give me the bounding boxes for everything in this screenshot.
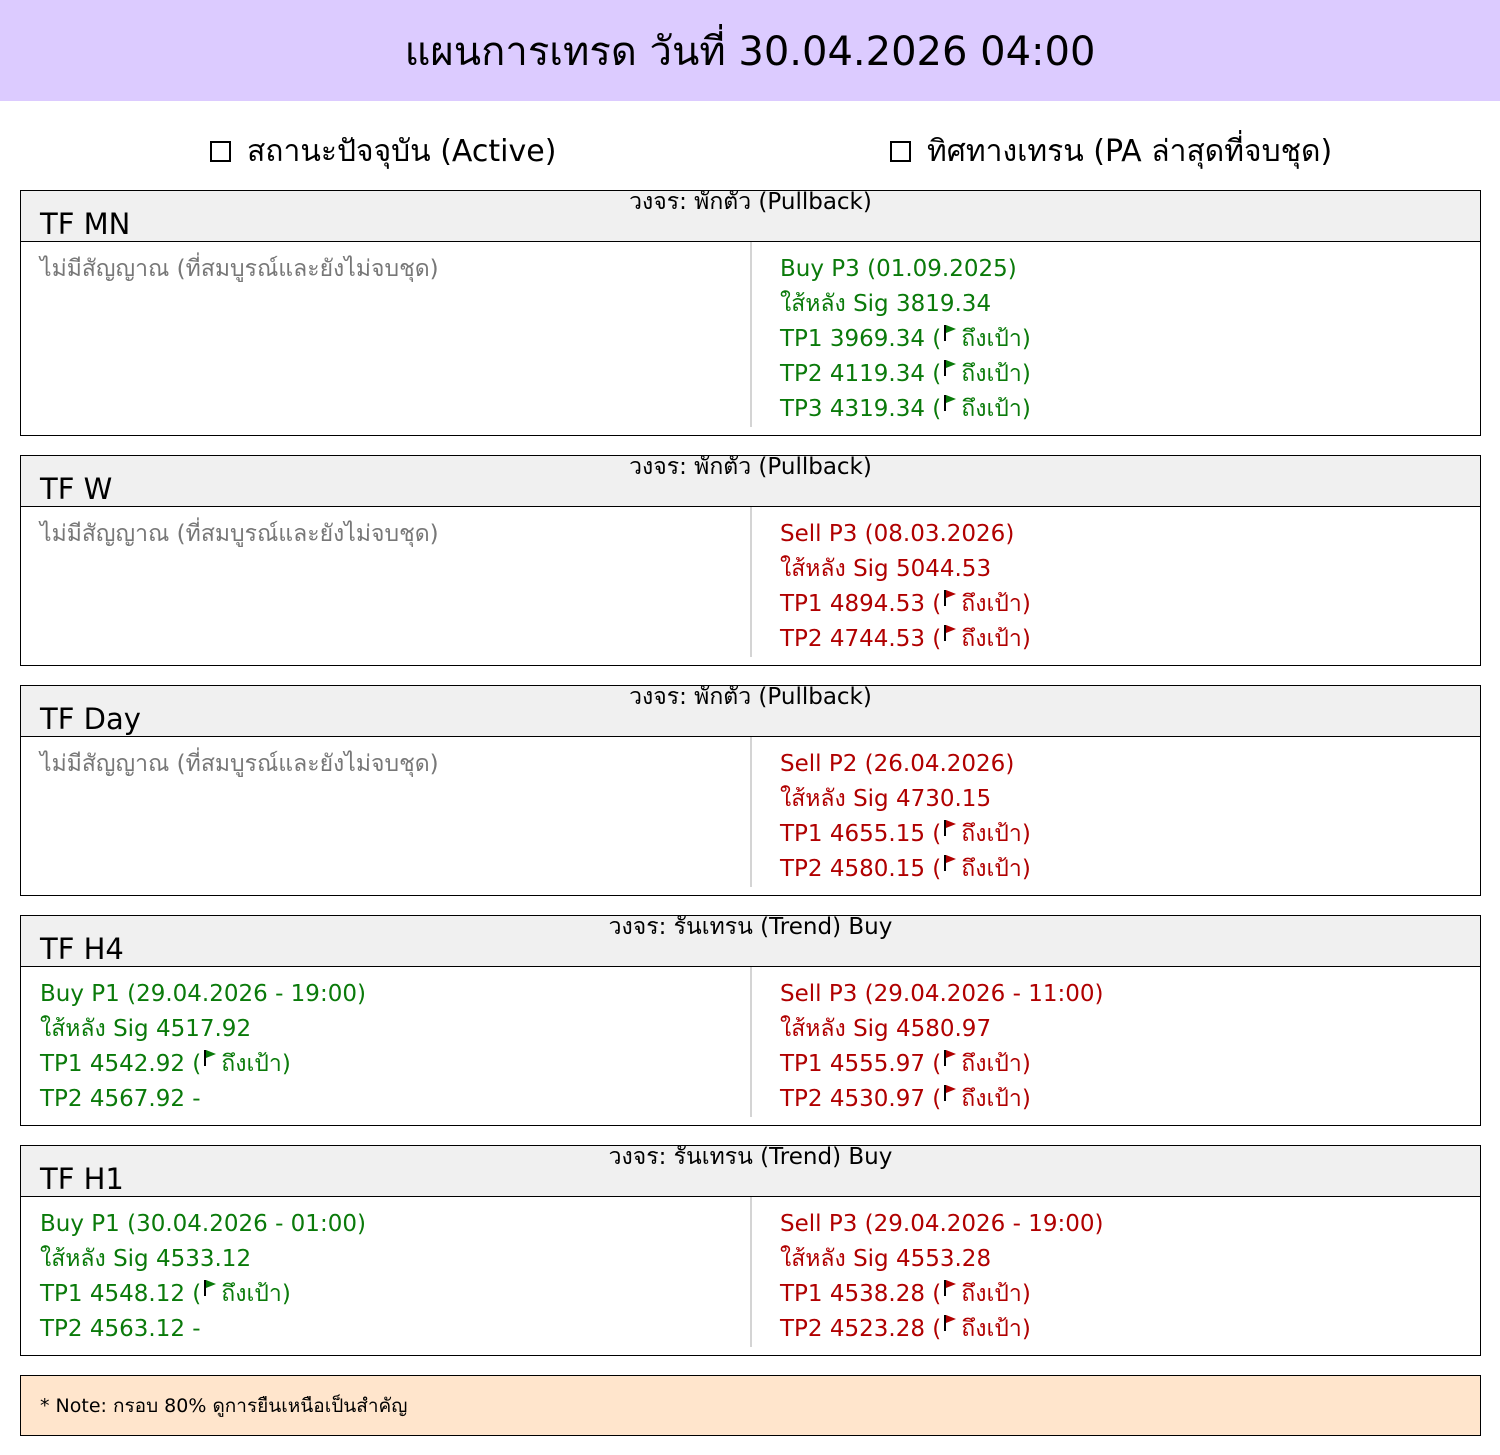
legend-row [0, 128, 1500, 178]
trend-column [780, 252, 1460, 427]
flag-icon [203, 1049, 217, 1067]
page-header [0, 0, 1500, 101]
flag-icon [943, 1049, 957, 1067]
legend-active-label: สถานะปัจจุบัน (Active) [247, 134, 557, 169]
tf-panel [20, 685, 1481, 896]
flag-icon [943, 359, 957, 377]
flag-icon [943, 624, 957, 642]
tp-label: TP1 4538.28 [780, 1281, 925, 1307]
flag-icon [203, 1279, 217, 1297]
active-column [40, 517, 740, 552]
active-column [40, 1207, 740, 1347]
flag-icon [943, 1084, 957, 1102]
tf-name: TF H4 [40, 932, 124, 966]
tp-label: TP1 4655.15 [780, 821, 925, 847]
tp-label: TP2 4567.92 [40, 1086, 185, 1112]
legend-trend-label: ทิศทางเทรน (PA ล่าสุดที่จบชุด) [927, 134, 1333, 169]
status-text: ไม่มีสัญญาณ (ที่สมบูรณ์และยังไม่จบชุด) [40, 256, 439, 282]
tp-hit-text: ถึงเป้า [961, 326, 1022, 352]
tp-line: TP2 4744.53 ( ถึงเป้า) [780, 626, 1031, 652]
column-divider [750, 507, 752, 657]
active-column [40, 977, 740, 1117]
flag-icon [943, 1279, 957, 1297]
checkbox-icon [890, 141, 911, 162]
tp-hit-text: ถึงเป้า [961, 591, 1022, 617]
sig-line: ใส้หลัง Sig 5044.53 [780, 556, 992, 582]
note-box [20, 1375, 1481, 1436]
tp-label: TP1 3969.34 [780, 326, 925, 352]
tp-hit-text: ถึงเป้า [961, 626, 1022, 652]
signal-line: Sell P2 (26.04.2026) [780, 751, 1015, 777]
tp-line: TP2 4580.15 ( ถึงเป้า) [780, 856, 1031, 882]
sig-line: ใส้หลัง Sig 4533.12 [40, 1246, 252, 1272]
flag-icon [943, 589, 957, 607]
sig-line: ใส้หลัง Sig 4580.97 [780, 1016, 992, 1042]
column-divider [750, 737, 752, 887]
tf-header [21, 191, 1480, 242]
tf-cycle: วงจร: พักตัว (Pullback) [629, 189, 872, 215]
tf-cycle: วงจร: พักตัว (Pullback) [629, 454, 872, 480]
tp-hit-text: ถึงเป้า [961, 1051, 1022, 1077]
trend-column [780, 977, 1460, 1117]
tp-hit-text: ถึงเป้า [961, 361, 1022, 387]
tp-hit-text: ถึงเป้า [221, 1051, 282, 1077]
trend-column [780, 517, 1460, 657]
status-text: ไม่มีสัญญาณ (ที่สมบูรณ์และยังไม่จบชุด) [40, 751, 439, 777]
tf-panel [20, 915, 1481, 1126]
tf-cycle: วงจร: พักตัว (Pullback) [629, 684, 872, 710]
page-title: แผนการเทรด วันที่ 30.04.2026 04:00 [404, 28, 1096, 75]
tf-panel [20, 455, 1481, 666]
tp-hit-text: ถึงเป้า [221, 1281, 282, 1307]
tp-line: TP2 4523.28 ( ถึงเป้า) [780, 1316, 1031, 1342]
signal-line: Sell P3 (29.04.2026 - 11:00) [780, 981, 1104, 1007]
tf-panel [20, 190, 1481, 436]
flag-icon [943, 854, 957, 872]
tp-label: TP2 4530.97 [780, 1086, 925, 1112]
sig-line: ใส้หลัง Sig 3819.34 [780, 291, 992, 317]
trend-column [780, 1207, 1460, 1347]
tp-line: TP1 3969.34 ( ถึงเป้า) [780, 326, 1031, 352]
flag-icon [943, 819, 957, 837]
tf-header [21, 686, 1480, 737]
tp-hit-text: ถึงเป้า [961, 856, 1022, 882]
tp-label: TP2 4563.12 [40, 1316, 185, 1342]
column-divider [750, 1197, 752, 1347]
signal-line: Buy P3 (01.09.2025) [780, 256, 1017, 282]
column-divider [750, 967, 752, 1117]
signal-line: Sell P3 (08.03.2026) [780, 521, 1015, 547]
tp-line: TP3 4319.34 ( ถึงเป้า) [780, 396, 1031, 422]
tp-line: TP1 4894.53 ( ถึงเป้า) [780, 591, 1031, 617]
tp-label: TP1 4542.92 [40, 1051, 185, 1077]
flag-icon [943, 1314, 957, 1332]
tf-header [21, 1146, 1480, 1197]
active-column [40, 747, 740, 782]
tp-line: TP2 4530.97 ( ถึงเป้า) [780, 1086, 1031, 1112]
tf-cycle: วงจร: รันเทรน (Trend) Buy [608, 1144, 893, 1170]
sig-line: ใส้หลัง Sig 4553.28 [780, 1246, 992, 1272]
tp-hit-text: ถึงเป้า [961, 1316, 1022, 1342]
tf-cycle: วงจร: รันเทรน (Trend) Buy [608, 914, 893, 940]
active-column [40, 252, 740, 287]
signal-line: Buy P1 (29.04.2026 - 19:00) [40, 981, 366, 1007]
flag-icon [943, 394, 957, 412]
legend-trend [890, 128, 1332, 175]
tp-line: TP1 4548.12 ( ถึงเป้า) [40, 1281, 291, 1307]
tp-line: TP2 4567.92 - [40, 1086, 201, 1112]
tp-line: TP1 4555.97 ( ถึงเป้า) [780, 1051, 1031, 1077]
tf-name: TF H1 [40, 1162, 124, 1196]
tp-line: TP1 4542.92 ( ถึงเป้า) [40, 1051, 291, 1077]
legend-active [210, 128, 556, 175]
checkbox-icon [210, 141, 231, 162]
tp-hit-text: ถึงเป้า [961, 1086, 1022, 1112]
tp-label: TP1 4548.12 [40, 1281, 185, 1307]
tp-line: TP2 4119.34 ( ถึงเป้า) [780, 361, 1031, 387]
tp-label: TP1 4555.97 [780, 1051, 925, 1077]
tp-line: TP2 4563.12 - [40, 1316, 201, 1342]
tp-hit-text: ถึงเป้า [961, 821, 1022, 847]
tf-panel [20, 1145, 1481, 1356]
status-text: ไม่มีสัญญาณ (ที่สมบูรณ์และยังไม่จบชุด) [40, 521, 439, 547]
tf-name: TF Day [40, 702, 141, 736]
tp-hit-text: ถึงเป้า [961, 1281, 1022, 1307]
tf-name: TF MN [40, 207, 131, 241]
tf-name: TF W [40, 472, 113, 506]
tp-line: TP1 4538.28 ( ถึงเป้า) [780, 1281, 1031, 1307]
note-text: * Note: กรอบ 80% ดูการยืนเหนือเป็นสำคัญ [40, 1394, 408, 1417]
tp-label: TP2 4119.34 [780, 361, 925, 387]
tf-header [21, 916, 1480, 967]
tp-label: TP2 4744.53 [780, 626, 925, 652]
sig-line: ใส้หลัง Sig 4517.92 [40, 1016, 252, 1042]
column-divider [750, 242, 752, 427]
signal-line: Buy P1 (30.04.2026 - 01:00) [40, 1211, 366, 1237]
tp-hit-text: ถึงเป้า [961, 396, 1022, 422]
tp-label: TP3 4319.34 [780, 396, 925, 422]
tf-header [21, 456, 1480, 507]
trend-column [780, 747, 1460, 887]
tp-label: TP2 4580.15 [780, 856, 925, 882]
flag-icon [943, 324, 957, 342]
tp-label: TP2 4523.28 [780, 1316, 925, 1342]
signal-line: Sell P3 (29.04.2026 - 19:00) [780, 1211, 1104, 1237]
tp-line: TP1 4655.15 ( ถึงเป้า) [780, 821, 1031, 847]
sig-line: ใส้หลัง Sig 4730.15 [780, 786, 992, 812]
tp-label: TP1 4894.53 [780, 591, 925, 617]
